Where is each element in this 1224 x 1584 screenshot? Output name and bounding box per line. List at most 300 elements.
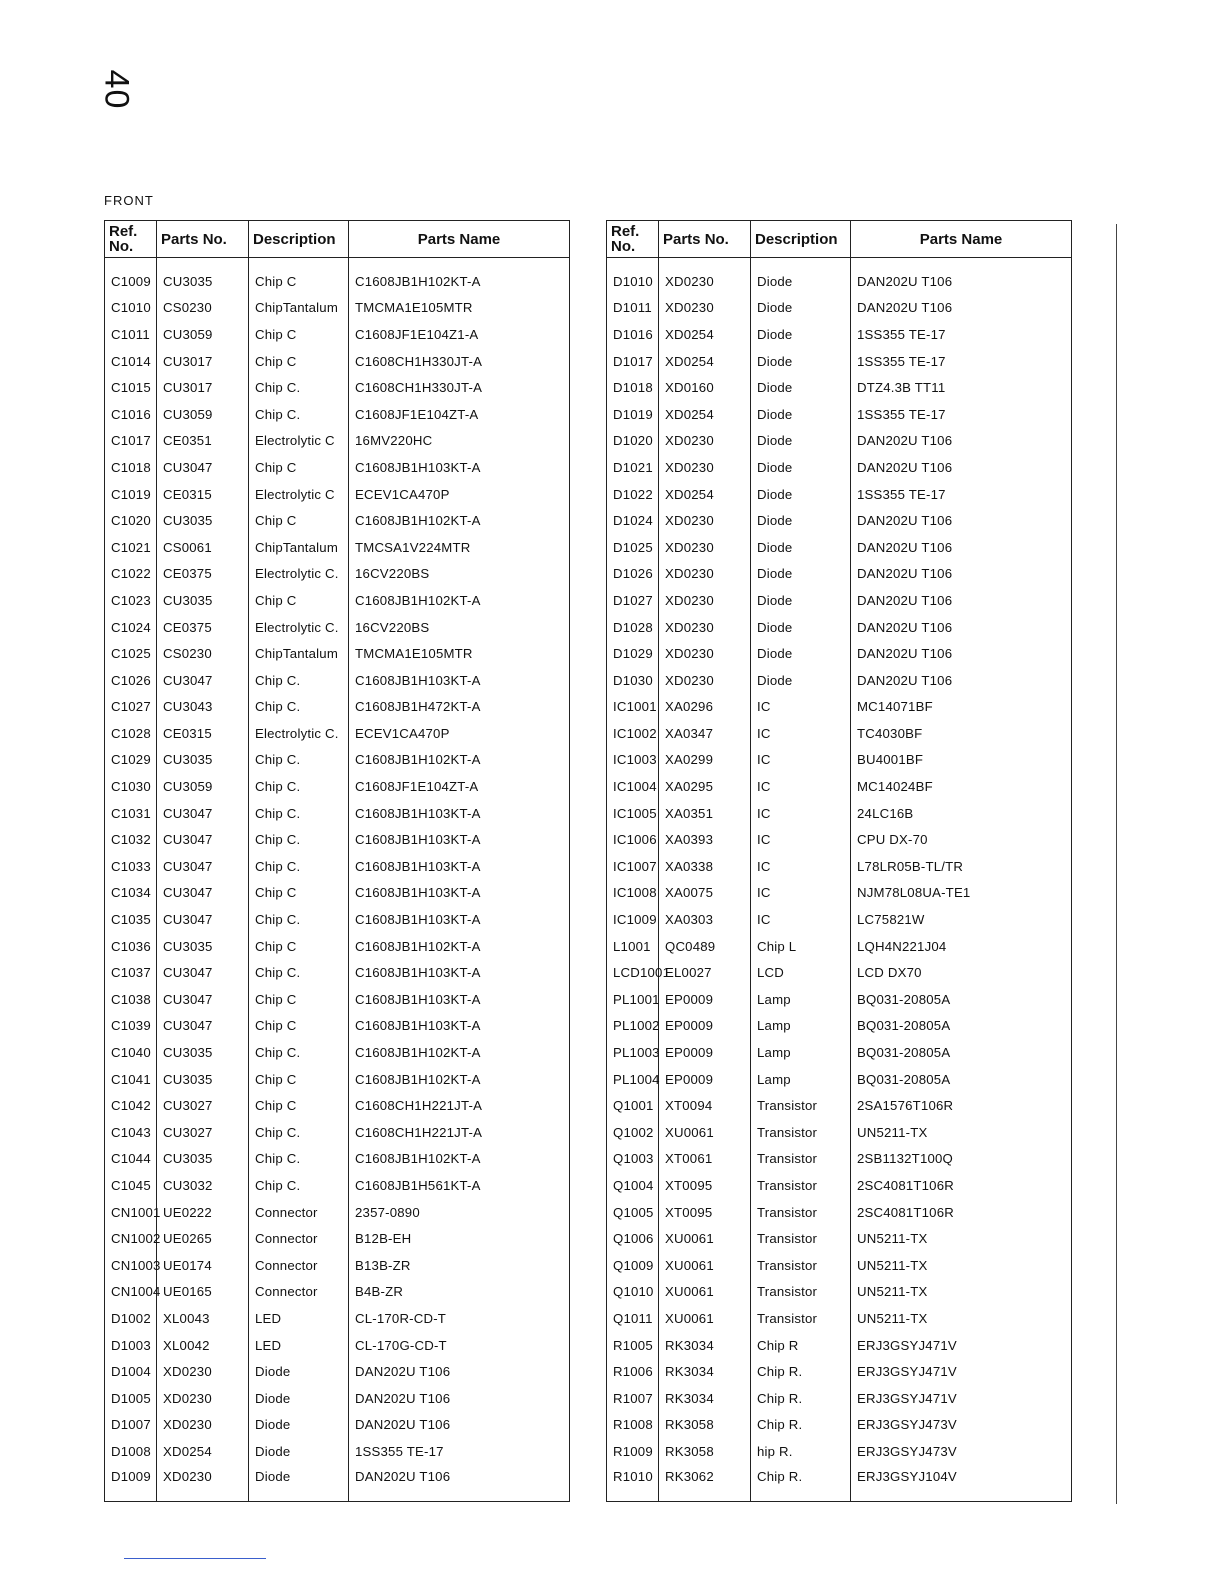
parts-name-cell: C1608CH1H330JT-A [349, 348, 570, 375]
parts-no-cell: XA0338 [659, 853, 751, 880]
ref-no-cell: C1029 [105, 747, 157, 774]
ref-no-cell: C1041 [105, 1066, 157, 1093]
parts-no-cell: XD0230 [157, 1465, 249, 1502]
parts-name-cell: TC4030BF [851, 720, 1072, 747]
table-row [607, 401, 1072, 428]
description-cell: Diode [751, 348, 851, 375]
ref-no-cell: C1030 [105, 773, 157, 800]
description-cell: Chip C. [249, 747, 349, 774]
parts-no-cell: CS0230 [157, 640, 249, 667]
parts-no-cell: CU3027 [157, 1092, 249, 1119]
parts-name-cell: BQ031-20805A [851, 986, 1072, 1013]
parts-name-cell: DAN202U T106 [349, 1465, 570, 1502]
description-cell: Chip C. [249, 1146, 349, 1173]
ref-no-cell: D1026 [607, 561, 659, 588]
ref-no-cell: PL1004 [607, 1066, 659, 1093]
table-row [607, 1412, 1072, 1439]
description-cell: Transistor [751, 1146, 851, 1173]
table-row [105, 1039, 570, 1066]
parts-no-cell: CU3047 [157, 906, 249, 933]
ref-no-cell: D1030 [607, 667, 659, 694]
parts-no-cell: XD0254 [157, 1438, 249, 1465]
description-cell: Chip C [249, 454, 349, 481]
description-cell: Chip C. [249, 959, 349, 986]
ref-no-cell: D1028 [607, 614, 659, 641]
description-cell: Transistor [751, 1119, 851, 1146]
description-cell: Diode [249, 1438, 349, 1465]
table-row [607, 1092, 1072, 1119]
description-cell: IC [751, 773, 851, 800]
parts-name-cell: DAN202U T106 [851, 614, 1072, 641]
ref-no-cell: CN1003 [105, 1252, 157, 1279]
ref-no-cell: C1038 [105, 986, 157, 1013]
description-cell: Transistor [751, 1199, 851, 1226]
table-row [607, 853, 1072, 880]
parts-no-cell: XU0061 [659, 1252, 751, 1279]
description-cell: Diode [751, 587, 851, 614]
ref-no-cell: C1034 [105, 880, 157, 907]
table-row [105, 906, 570, 933]
parts-name-cell: DAN202U T106 [851, 587, 1072, 614]
description-cell: Chip C [249, 1066, 349, 1093]
description-header: Description [249, 221, 349, 258]
parts-no-cell: RK3034 [659, 1385, 751, 1412]
parts-no-header: Parts No. [659, 221, 751, 258]
ref-no-cell: C1019 [105, 481, 157, 508]
parts-name-cell: DAN202U T106 [851, 268, 1072, 295]
parts-no-cell: CE0375 [157, 561, 249, 588]
ref-no-cell: Q1004 [607, 1172, 659, 1199]
ref-no-cell: C1027 [105, 694, 157, 721]
parts-no-cell: XD0254 [659, 348, 751, 375]
parts-no-cell: XU0061 [659, 1279, 751, 1306]
table-row [607, 906, 1072, 933]
parts-name-cell: ERJ3GSYJ104V [851, 1465, 1072, 1502]
parts-no-cell: CU3017 [157, 348, 249, 375]
parts-name-cell: C1608JB1H103KT-A [349, 959, 570, 986]
description-cell: Chip R [751, 1332, 851, 1359]
spacer-row [607, 258, 1072, 269]
ref-no-header: Ref. No. [607, 221, 659, 258]
parts-no-cell: CU3017 [157, 374, 249, 401]
parts-no-cell: CE0315 [157, 481, 249, 508]
description-cell: Lamp [751, 986, 851, 1013]
table-row [607, 1465, 1072, 1502]
description-cell: LED [249, 1305, 349, 1332]
parts-no-cell: UE0174 [157, 1252, 249, 1279]
ref-no-cell: C1035 [105, 906, 157, 933]
table-row [105, 1279, 570, 1306]
description-cell: Connector [249, 1252, 349, 1279]
ref-no-cell: IC1003 [607, 747, 659, 774]
ref-no-cell: IC1004 [607, 773, 659, 800]
parts-no-cell: XD0230 [659, 640, 751, 667]
parts-name-cell: MC14024BF [851, 773, 1072, 800]
table-row [105, 321, 570, 348]
parts-no-cell: CU3047 [157, 667, 249, 694]
description-cell: IC [751, 800, 851, 827]
table-row [105, 1092, 570, 1119]
description-cell: Chip L [751, 933, 851, 960]
description-cell: Diode [751, 614, 851, 641]
parts-name-cell: C1608JB1H102KT-A [349, 1039, 570, 1066]
description-cell: Chip C [249, 1092, 349, 1119]
parts-no-cell: XD0230 [157, 1385, 249, 1412]
parts-no-cell: XD0230 [659, 295, 751, 322]
parts-no-cell: RK3034 [659, 1332, 751, 1359]
parts-no-cell: XD0230 [659, 268, 751, 295]
description-cell: Diode [751, 321, 851, 348]
description-cell: Transistor [751, 1092, 851, 1119]
description-cell: Diode [751, 295, 851, 322]
table-row [607, 880, 1072, 907]
parts-no-cell: EL0027 [659, 959, 751, 986]
parts-name-cell: 1SS355 TE-17 [851, 321, 1072, 348]
parts-name-cell: ERJ3GSYJ471V [851, 1385, 1072, 1412]
table-row [607, 826, 1072, 853]
parts-no-cell: UE0165 [157, 1279, 249, 1306]
ref-no-cell: C1022 [105, 561, 157, 588]
table-row [105, 1412, 570, 1439]
parts-no-cell: CU3047 [157, 800, 249, 827]
ref-no-cell: IC1009 [607, 906, 659, 933]
parts-name-cell: 16CV220BS [349, 561, 570, 588]
table-row [105, 880, 570, 907]
parts-name-cell: DAN202U T106 [349, 1385, 570, 1412]
description-cell: IC [751, 747, 851, 774]
table-row [105, 640, 570, 667]
ref-no-cell: C1037 [105, 959, 157, 986]
parts-name-cell: DAN202U T106 [851, 640, 1072, 667]
parts-name-cell: C1608JB1H472KT-A [349, 694, 570, 721]
ref-no-cell: C1015 [105, 374, 157, 401]
table-row [607, 454, 1072, 481]
ref-no-cell: Q1005 [607, 1199, 659, 1226]
ref-no-cell: C1033 [105, 853, 157, 880]
parts-name-cell: TMCSA1V224MTR [349, 534, 570, 561]
ref-no-cell: D1017 [607, 348, 659, 375]
description-cell: Diode [751, 454, 851, 481]
ref-no-cell: IC1006 [607, 826, 659, 853]
description-cell: Diode [751, 268, 851, 295]
description-cell: Electrolytic C [249, 481, 349, 508]
parts-no-cell: XA0296 [659, 694, 751, 721]
table-row [607, 1066, 1072, 1093]
ref-no-cell: D1009 [105, 1465, 157, 1502]
ref-no-cell: C1023 [105, 587, 157, 614]
parts-no-cell: CU3035 [157, 268, 249, 295]
parts-name-cell: DTZ4.3B TT11 [851, 374, 1072, 401]
parts-no-cell: CU3047 [157, 454, 249, 481]
table-row [607, 587, 1072, 614]
parts-name-cell: CL-170R-CD-T [349, 1305, 570, 1332]
table-row [105, 587, 570, 614]
ref-no-cell: Q1010 [607, 1279, 659, 1306]
ref-no-cell: D1029 [607, 640, 659, 667]
parts-no-cell: CU3059 [157, 773, 249, 800]
description-cell: Chip R. [751, 1465, 851, 1502]
description-cell: Diode [751, 481, 851, 508]
parts-name-cell: 2SC4081T106R [851, 1199, 1072, 1226]
description-cell: Chip C. [249, 773, 349, 800]
parts-name-cell: C1608JB1H103KT-A [349, 986, 570, 1013]
description-cell: IC [751, 880, 851, 907]
description-cell: Chip C [249, 507, 349, 534]
ref-no-cell: C1011 [105, 321, 157, 348]
parts-no-cell: CU3035 [157, 507, 249, 534]
ref-no-cell: R1009 [607, 1438, 659, 1465]
parts-no-cell: XD0230 [659, 587, 751, 614]
parts-no-cell: XA0075 [659, 880, 751, 907]
description-cell: Diode [249, 1412, 349, 1439]
ref-no-cell: D1007 [105, 1412, 157, 1439]
parts-name-header: Parts Name [851, 221, 1072, 258]
table-row [105, 268, 570, 295]
table-row [105, 1146, 570, 1173]
table-row [607, 428, 1072, 455]
parts-no-cell: CU3035 [157, 587, 249, 614]
table-row [105, 1465, 570, 1502]
parts-no-cell: EP0009 [659, 986, 751, 1013]
parts-no-cell: XT0095 [659, 1199, 751, 1226]
parts-name-cell: TMCMA1E105MTR [349, 640, 570, 667]
table-row [607, 1385, 1072, 1412]
parts-no-cell: XD0230 [659, 614, 751, 641]
ref-no-cell: IC1008 [607, 880, 659, 907]
table-row [607, 1358, 1072, 1385]
parts-name-cell: LQH4N221J04 [851, 933, 1072, 960]
parts-no-cell: CE0351 [157, 428, 249, 455]
parts-no-cell: CU3047 [157, 959, 249, 986]
parts-name-cell: BU4001BF [851, 747, 1072, 774]
table-row [105, 1305, 570, 1332]
table-row [607, 1279, 1072, 1306]
parts-no-cell: CU3035 [157, 747, 249, 774]
table-row [607, 1252, 1072, 1279]
ref-no-cell: IC1005 [607, 800, 659, 827]
table-row [105, 401, 570, 428]
description-cell: Diode [751, 374, 851, 401]
table-row [607, 614, 1072, 641]
parts-no-cell: CU3047 [157, 826, 249, 853]
parts-no-cell: XA0347 [659, 720, 751, 747]
page-number: 40 [97, 69, 136, 110]
table-row [607, 561, 1072, 588]
table-row [607, 800, 1072, 827]
parts-name-cell: ECEV1CA470P [349, 481, 570, 508]
section-label: FRONT [104, 193, 154, 208]
parts-name-cell: DAN202U T106 [851, 507, 1072, 534]
description-cell: Transistor [751, 1305, 851, 1332]
ref-no-cell: R1007 [607, 1385, 659, 1412]
parts-name-cell: C1608JB1H103KT-A [349, 1013, 570, 1040]
parts-no-cell: CU3059 [157, 401, 249, 428]
parts-no-cell: QC0489 [659, 933, 751, 960]
description-cell: IC [751, 694, 851, 721]
table-row [607, 959, 1072, 986]
parts-name-cell: C1608JB1H103KT-A [349, 454, 570, 481]
table-row [607, 1225, 1072, 1252]
ref-no-header: Ref. No. [105, 221, 157, 258]
table-row [607, 1305, 1072, 1332]
description-cell: Chip C [249, 933, 349, 960]
ref-no-cell: D1027 [607, 587, 659, 614]
ref-no-cell: D1003 [105, 1332, 157, 1359]
ref-no-cell: L1001 [607, 933, 659, 960]
description-cell: Transistor [751, 1225, 851, 1252]
description-cell: Electrolytic C. [249, 720, 349, 747]
description-cell: Diode [751, 667, 851, 694]
ref-no-cell: D1019 [607, 401, 659, 428]
ref-no-cell: C1039 [105, 1013, 157, 1040]
parts-no-cell: CU3035 [157, 1039, 249, 1066]
parts-no-cell: XA0351 [659, 800, 751, 827]
description-cell: Electrolytic C. [249, 614, 349, 641]
parts-no-cell: CU3035 [157, 1146, 249, 1173]
description-cell: Electrolytic C [249, 428, 349, 455]
parts-name-cell: C1608CH1H221JT-A [349, 1092, 570, 1119]
ref-no-cell: C1032 [105, 826, 157, 853]
parts-no-cell: XD0230 [659, 428, 751, 455]
table-row [105, 853, 570, 880]
description-cell: Chip C. [249, 906, 349, 933]
ref-no-cell: Q1003 [607, 1146, 659, 1173]
parts-name-cell: C1608JB1H103KT-A [349, 826, 570, 853]
description-cell: Chip C [249, 348, 349, 375]
parts-no-cell: CU3047 [157, 853, 249, 880]
parts-name-cell: C1608JB1H102KT-A [349, 933, 570, 960]
parts-no-cell: CU3047 [157, 880, 249, 907]
parts-no-cell: XU0061 [659, 1305, 751, 1332]
description-cell: LED [249, 1332, 349, 1359]
description-cell: Chip C. [249, 1172, 349, 1199]
description-cell: Chip R. [751, 1412, 851, 1439]
parts-name-cell: 1SS355 TE-17 [851, 348, 1072, 375]
description-cell: Chip R. [751, 1358, 851, 1385]
parts-name-cell: C1608JB1H102KT-A [349, 1066, 570, 1093]
parts-name-cell: BQ031-20805A [851, 1013, 1072, 1040]
parts-no-cell: RK3058 [659, 1412, 751, 1439]
table-row [105, 1172, 570, 1199]
parts-no-cell: CU3059 [157, 321, 249, 348]
table-row [607, 986, 1072, 1013]
description-cell: Diode [751, 428, 851, 455]
ref-no-cell: C1017 [105, 428, 157, 455]
ref-no-cell: CN1002 [105, 1225, 157, 1252]
table-row [607, 694, 1072, 721]
parts-name-cell: C1608JF1E104ZT-A [349, 773, 570, 800]
spacer-row [105, 258, 570, 269]
parts-no-cell: XT0094 [659, 1092, 751, 1119]
ref-no-cell: C1043 [105, 1119, 157, 1146]
table-row [607, 1146, 1072, 1173]
parts-name-cell: DAN202U T106 [851, 295, 1072, 322]
ref-no-cell: D1024 [607, 507, 659, 534]
table-row [105, 986, 570, 1013]
parts-name-cell: DAN202U T106 [349, 1358, 570, 1385]
parts-name-cell: 2SC4081T106R [851, 1172, 1072, 1199]
table-row [105, 454, 570, 481]
table-row [607, 773, 1072, 800]
description-header: Description [751, 221, 851, 258]
parts-no-cell: XD0160 [659, 374, 751, 401]
parts-name-cell: 24LC16B [851, 800, 1072, 827]
parts-name-cell: ERJ3GSYJ473V [851, 1438, 1072, 1465]
table-row [607, 1438, 1072, 1465]
table-row [105, 694, 570, 721]
parts-name-cell: C1608JB1H103KT-A [349, 800, 570, 827]
parts-name-cell: C1608CH1H330JT-A [349, 374, 570, 401]
parts-no-cell: XD0254 [659, 401, 751, 428]
table-row [607, 747, 1072, 774]
ref-no-cell: D1021 [607, 454, 659, 481]
parts-name-cell: MC14071BF [851, 694, 1072, 721]
parts-no-cell: XU0061 [659, 1119, 751, 1146]
table-row [607, 348, 1072, 375]
parts-name-cell: B13B-ZR [349, 1252, 570, 1279]
parts-no-cell: XA0299 [659, 747, 751, 774]
parts-no-cell: XD0230 [659, 454, 751, 481]
ref-no-cell: C1018 [105, 454, 157, 481]
ref-no-cell: C1010 [105, 295, 157, 322]
parts-no-cell: RK3058 [659, 1438, 751, 1465]
ref-no-cell: D1025 [607, 534, 659, 561]
parts-name-cell: C1608JB1H102KT-A [349, 268, 570, 295]
description-cell: Transistor [751, 1252, 851, 1279]
footer-rule [124, 1558, 266, 1559]
ref-no-cell: CN1004 [105, 1279, 157, 1306]
parts-name-cell: NJM78L08UA-TE1 [851, 880, 1072, 907]
table-row [105, 1066, 570, 1093]
parts-no-cell: CU3047 [157, 986, 249, 1013]
description-cell: Diode [249, 1358, 349, 1385]
table-row [607, 268, 1072, 295]
table-row [607, 1119, 1072, 1146]
table-row [105, 1438, 570, 1465]
parts-name-cell: 16MV220HC [349, 428, 570, 455]
parts-no-cell: CS0230 [157, 295, 249, 322]
description-cell: Chip C [249, 880, 349, 907]
parts-name-cell: ERJ3GSYJ471V [851, 1358, 1072, 1385]
parts-name-cell: LC75821W [851, 906, 1072, 933]
table-row [105, 1013, 570, 1040]
ref-no-cell: C1028 [105, 720, 157, 747]
parts-name-cell: UN5211-TX [851, 1225, 1072, 1252]
parts-name-cell: C1608JB1H102KT-A [349, 587, 570, 614]
table-row [607, 667, 1072, 694]
description-cell: hip R. [751, 1438, 851, 1465]
parts-name-cell: C1608JB1H561KT-A [349, 1172, 570, 1199]
parts-name-cell: UN5211-TX [851, 1305, 1072, 1332]
ref-no-cell: R1008 [607, 1412, 659, 1439]
description-cell: Lamp [751, 1066, 851, 1093]
parts-name-cell: 16CV220BS [349, 614, 570, 641]
parts-no-cell: RK3062 [659, 1465, 751, 1502]
table-row [105, 933, 570, 960]
table-row [105, 720, 570, 747]
ref-no-cell: R1010 [607, 1465, 659, 1502]
ref-no-cell: IC1002 [607, 720, 659, 747]
table-row [105, 614, 570, 641]
parts-no-cell: XT0095 [659, 1172, 751, 1199]
parts-no-cell: XD0254 [659, 481, 751, 508]
ref-no-cell: D1010 [607, 268, 659, 295]
parts-no-cell: CU3047 [157, 1013, 249, 1040]
table-row [607, 720, 1072, 747]
parts-name-cell: C1608JB1H103KT-A [349, 880, 570, 907]
description-cell: Transistor [751, 1172, 851, 1199]
parts-no-cell: CU3035 [157, 1066, 249, 1093]
